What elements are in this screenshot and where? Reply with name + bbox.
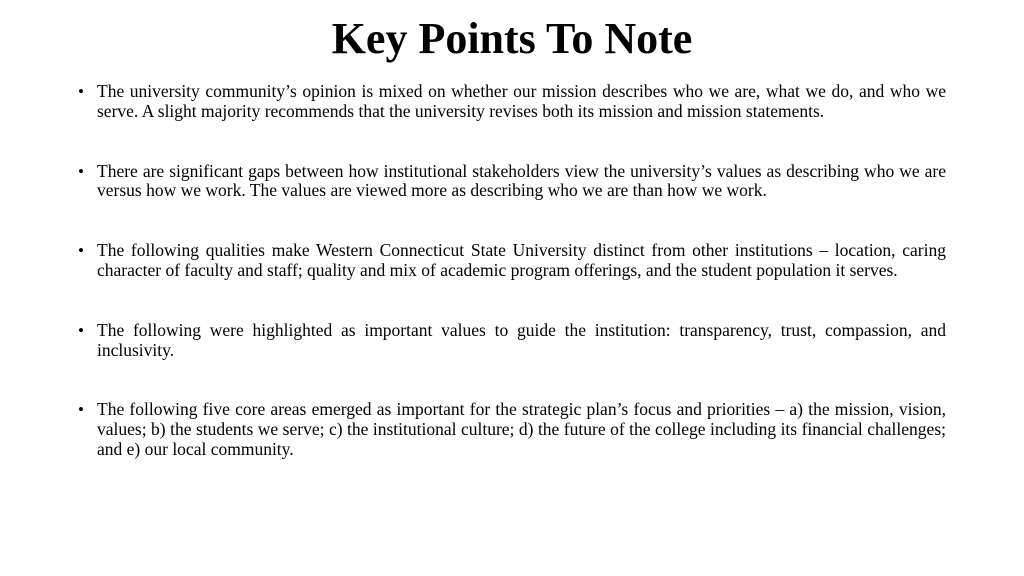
bullet-icon: • xyxy=(78,241,84,261)
bullet-icon: • xyxy=(78,320,84,340)
bullet-text: The university community’s opinion is mixed on whether our mission describes who we are, what we do, and who we serve. A slight majority recommends that the university revises both its mission and mission statements. xyxy=(97,81,946,121)
bullet-icon: • xyxy=(78,161,84,181)
bullet-text: There are significant gaps between how institutional stakeholders view the university’s values as describing who we are versus how we work. The values are viewed more as describing who we are than how we work. xyxy=(97,160,946,201)
bullet-item-3 xyxy=(78,241,946,281)
bullet-icon: • xyxy=(78,400,84,420)
bullet-text: The following were highlighted as important values to guide the institution: transparency, trust, compassion, and inclusivity. xyxy=(97,319,946,360)
bullet-item-1 xyxy=(78,82,946,122)
bullet-list xyxy=(78,82,946,460)
slide-title: Key Points To Note xyxy=(331,14,693,63)
bullet-text: The following five core areas emerged as important for the strategic plan’s focus and priorities – a) the mission, vision, values; b) the students we serve; c) the institutional culture; d) the future of the college including its financial challenges; and e) our local community. xyxy=(97,399,946,459)
bullet-item-2 xyxy=(78,162,946,202)
bullet-icon: • xyxy=(78,82,84,101)
bullet-text: The following qualities make Western Connecticut State University distinct from other institutions – location, caring character of faculty and staff; quality and mix of academic program offerings, and the student population it serves. xyxy=(97,240,946,280)
bullet-item-4 xyxy=(78,321,946,361)
bullet-item-5 xyxy=(78,400,946,459)
